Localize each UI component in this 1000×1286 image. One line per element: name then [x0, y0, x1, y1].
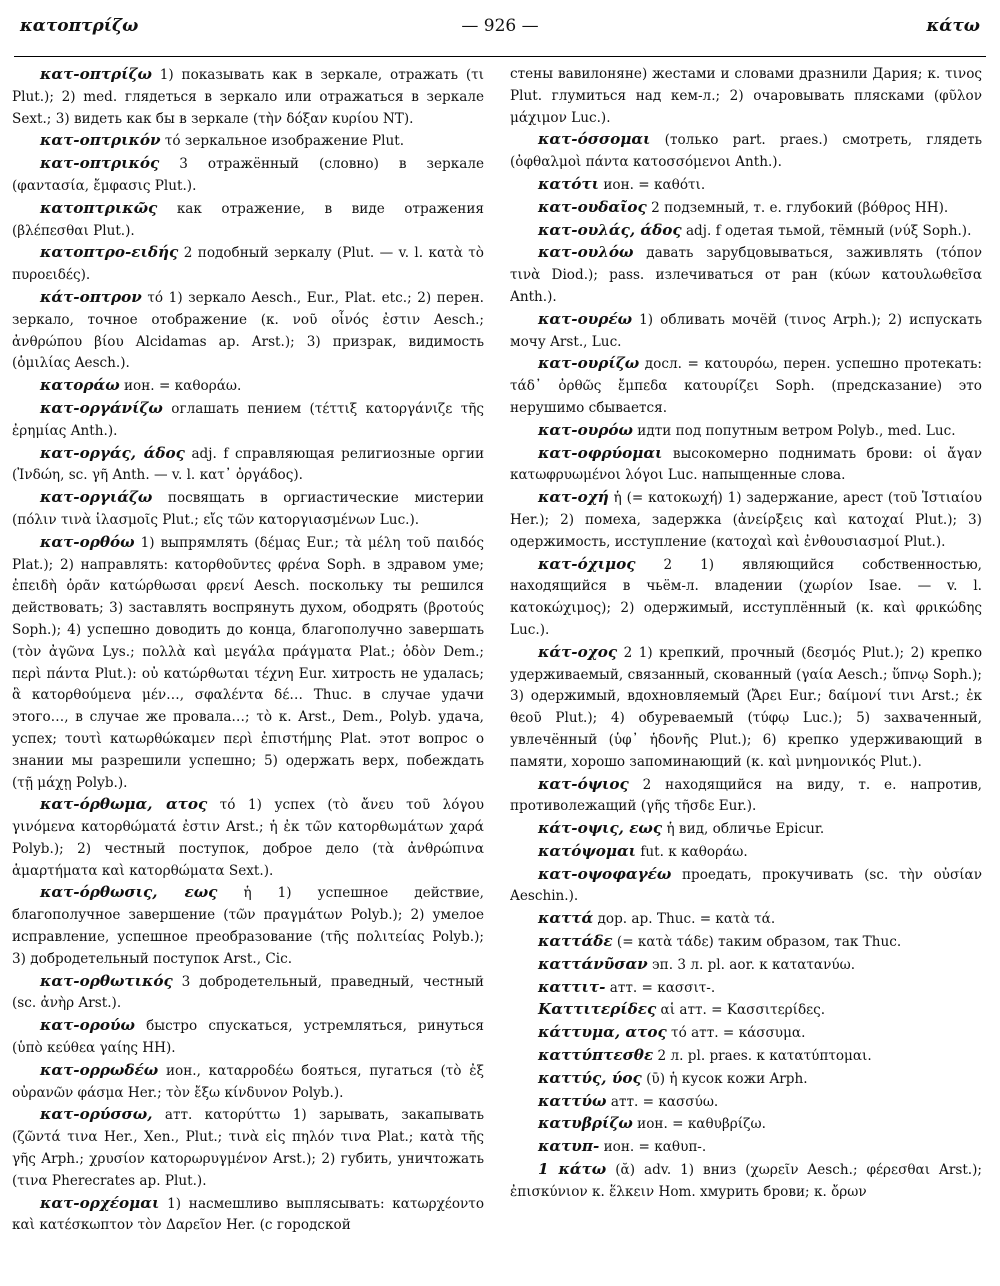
entry-definition: ион. = καθοράω.	[124, 378, 242, 395]
entry-headword: Καττιτερίδες	[538, 1000, 657, 1019]
entry-headword: καττύω	[538, 1091, 607, 1110]
entry-definition: ἡ (= κατοκωχή) 1) задержание, арест (τοῦ Ἱστιαίου Her.); 2) помеха, задержка (ἀνείρξεις καὶ κατοχαί Plut.); 3) одержимость, исступление (κατοχαὶ καὶ ἐνθουσιασμοί Plut.).	[510, 490, 982, 550]
entry-definition: как отражение, в виде отражения (βλέπεσθαι Plut.).	[12, 200, 484, 239]
entry-definition: 3 добродетельный, праведный, честный (sc. ἀνὴρ Arst.).	[12, 973, 484, 1012]
entry-definition: τό зеркальное изображение Plut.	[164, 133, 405, 150]
entry-headword: κατυπ-	[538, 1137, 600, 1156]
dictionary-entry	[510, 309, 982, 354]
entry-headword: καττάδε	[538, 932, 613, 951]
dictionary-entry	[510, 1091, 982, 1114]
dictionary-entry	[12, 1193, 484, 1238]
entry-headword: κατ-ουδαῖος	[538, 197, 647, 216]
entry-headword: κατ-ορθωτικός	[40, 971, 173, 990]
entry-headword: κατ-όρθωσις, εως	[40, 883, 218, 902]
dictionary-entry	[12, 198, 484, 243]
entry-headword: κάττυμα, ατος	[538, 1023, 667, 1042]
entry-definition: τό 1) успех (τὸ ἄνευ τοῦ λόγου γινόμενα κατορθώματά ἐστιν Arst.; ἡ ἐκ τῶν κατορθωμάτων χαρά Polyb.); 2) честный поступок, доброе дело (τὰ ἀνθρώπινα ἁμαρτήματα καὶ κατορθώματα Sext.).	[12, 797, 484, 879]
entry-headword: κατόψομαι	[538, 841, 636, 860]
entry-definition: атт. = κασσιτ-.	[609, 979, 716, 996]
entry-definition: (ᾰ) adv. 1) вниз (χωρεῖν Aesch.; φέρεσθαι Arst.); ἐπισκύνιον κ. ἕλκειν Hom. хмурить брови; κ. ὄρων	[510, 1162, 982, 1200]
entry-headword: κατοπτρο-ειδής	[40, 243, 179, 262]
entry-headword: κατ-οργάς, άδος	[40, 443, 185, 462]
dictionary-entry	[12, 443, 484, 488]
entry-headword: κατοράω	[40, 376, 120, 395]
right-column	[510, 64, 982, 1274]
entry-definition: 2 1) крепкий, прочный (δεσμός Plut.); 2) крепко удерживаемый, связанный, скованный (γαία Aesch.; ὕπνῳ Soph.); 3) одержимый, вдохновляемый (Ἄρει Eur.; δαίμονί τινι Arst.; ἐκ θεοῦ Plut.); 4) обуреваемый (τύφῳ Luc.); 5) захваченный, увлечённый (ὑφ᾽ ἡδονῆς Plut.); 6) крепко удерживающий в памяти, хорошо запоминающий (κ. καὶ μνημονικός Plut.).	[510, 644, 982, 770]
entry-definition: 2 л. pl. praes. к κατατύπτομαι.	[657, 1048, 872, 1065]
page-header	[14, 12, 986, 42]
dictionary-entry	[12, 287, 484, 375]
dictionary-entry	[510, 554, 982, 642]
entry-headword: κατότι	[538, 174, 599, 193]
dictionary-entry	[510, 443, 982, 488]
dictionary-entry	[12, 532, 484, 795]
dictionary-entry	[510, 1022, 982, 1045]
entry-headword: κατ-οργιάζω	[40, 488, 153, 507]
entry-definition: 1) показывать как в зеркале, отражать (τι Plut.); 2) med. глядеться в зеркало или отражаться в зеркале Sext.; 3) видеть как бы в зеркале (τὴν δόξαν κυρίου NT).	[12, 67, 484, 127]
entry-definition: дор. ap. Thuc. = κατὰ τά.	[597, 911, 776, 928]
dictionary-entry	[510, 129, 982, 174]
header-rule	[14, 56, 986, 57]
entry-definition: 1) насмешливо выплясывать: κατωρχέοντο καὶ κατέσκωπτον τὸν Δαρεῖον Her. (с городской	[12, 1195, 484, 1234]
entry-definition: 1) выпрямлять (δέμας Eur.; τὰ μέλη τοῦ παιδός Plat.); 2) направлять: κατορθοῦντες φρένα Soph. в здравом уме; ἐπειδὴ ὁρᾶν κατώρθωσαι φρενί Aesch. поскольку ты решился действовать; 3) заставлять воспрянуть духом, ободрять (βροτούς Soph.); 4) успешно доводить до конца, благополучно завершать (τὸν ἀγῶνα Lys.; πολλὰ καὶ μεγάλα πράγματα Plat.; ὁδὸν Dem.; περὶ πάντα Plut.): οὐ κατώρθωται τέχνη Eur. хитрость не удалась; ἃ κατορθούμενα μέν…, σφαλέντα δέ… Thuc. в случае удачи этого…, в случае же провала…; τὸ κ. Arst., Dem., Polyb. удача, успех; τουτὶ κατωρθώκαμεν περὶ ἐπιστήμης Plat. этот вопрос о знании мы разрешили успешно; 5) одержать верх, побеждать (τῇ μάχῃ Polyb.).	[12, 534, 484, 791]
dictionary-entry	[510, 1113, 982, 1136]
entry-definition: идти под попутным ветром Polyb., med. Luc.	[637, 422, 956, 439]
dictionary-entry	[12, 487, 484, 532]
entry-definition: (= κατὰ τάδε) таким образом, так Thuc.	[616, 934, 902, 951]
entry-definition: атт. = κασσύω.	[610, 1093, 719, 1110]
dictionary-entry	[510, 774, 982, 819]
entry-headword: κατ-ουρόω	[538, 420, 633, 439]
entry-definition: ἡ 1) успешное действие, благополучное завершение (τῶν πραγμάτων Polyb.); 2) умелое исправление, успешное преобразование (τῆς πολιτείας Polyb.); 3) добродетельный поступок Arst., Cic.	[12, 885, 484, 967]
entry-headword: κατ-ορούω	[40, 1016, 135, 1035]
entry-headword: κάτ-οπτρον	[40, 287, 142, 306]
entry-definition: 3 отражённый (словно) в зеркале (φαντασία, ἔμφασις Plut.).	[12, 156, 484, 194]
entry-headword: καττά	[538, 909, 594, 928]
dictionary-entry	[510, 197, 982, 220]
dictionary-entry	[12, 794, 484, 882]
entry-definition: давать зарубцовываться, заживлять (τόπον τινὰ Diod.); pass. излечиваться от ран (κύων κατουλωθεῖσα Anth.).	[510, 245, 982, 305]
entry-definition: ἡ вид, обличье Epicur.	[666, 821, 825, 838]
entry-headword: κατ-όρθωμα, ατος	[40, 795, 208, 814]
entry-headword: κατ-ορθόω	[40, 532, 135, 551]
header-first-word: κατοπτρίζω	[20, 16, 139, 36]
entry-definition: 2 находящийся на виду, т. е. напротив, противолежащий (γῆς τῆσδε Eur.).	[510, 776, 982, 815]
dictionary-entry	[510, 841, 982, 864]
dictionary-entry	[510, 1068, 982, 1091]
entry-definition: τό атт. = κάσσυμα.	[671, 1025, 806, 1042]
entry-definition: быстро спускаться, устремляться, ринуться (ὑπὸ κεύθεα γαίης HH).	[12, 1018, 484, 1057]
dictionary-entry	[12, 971, 484, 1016]
dictionary-entry	[12, 398, 484, 443]
entry-headword: κατ-οπτρικόν	[40, 131, 161, 150]
entry-definition: 2 подобный зеркалу (Plut. — v. l. κατὰ τὸ πυροειδές).	[12, 245, 484, 284]
dictionary-entry	[510, 1045, 982, 1068]
dictionary-entry	[510, 642, 982, 774]
dictionary-entry	[510, 1159, 982, 1204]
entry-headword: κατ-ορρωδέω	[40, 1060, 159, 1079]
entry-headword: καττύς, ύος	[538, 1068, 642, 1087]
dictionary-entry	[510, 174, 982, 197]
dictionary-entry	[12, 242, 484, 287]
entry-definition: 2 1) являющийся собственностью, находящийся в чьём-л. владении (χωρίον Isae. — v. l. κατοκώχιμος); 2) одержимый, исступлённый (κ. καὶ φρικώδης Luc.).	[510, 556, 982, 638]
entry-definition: ион., καταρροδέω бояться, пугаться (τὸ ἐξ οὐρανῶν φάσμα Her.; τὸν ἔξω κίνδυνον Polyb.).	[12, 1062, 484, 1101]
entry-headword: κατ-όσσομαι	[538, 130, 651, 149]
entry-definition: оглашать пением (τέττιξ κατοργάνιζε τῆς ἐρημίας Anth.).	[12, 400, 484, 439]
entry-definition: ион. = καθυπ-.	[603, 1139, 707, 1156]
entry-headword: κάτ-οχος	[538, 642, 618, 661]
dictionary-entry	[510, 220, 982, 243]
dictionary-entry	[510, 242, 982, 308]
entry-headword: κατ-οπτρικός	[40, 154, 160, 173]
entry-definition: adj. f одетая тьмой, тёмный (νύξ Soph.).	[685, 222, 972, 239]
entry-headword: κατ-ουρίζω	[538, 354, 640, 373]
header-last-word: κάτω	[926, 16, 980, 36]
dictionary-entry	[510, 977, 982, 1000]
dictionary-entry	[510, 353, 982, 419]
entry-headword: καττάνῦσαν	[538, 954, 648, 973]
dictionary-entry	[12, 882, 484, 970]
entry-headword: κατ-ουρέω	[538, 309, 633, 328]
entry-headword: κατ-ουλάς, άδος	[538, 220, 682, 239]
entry-definition: стены вавилоняне) жестами и словами дразнили Дария; κ. τινος Plut. глумиться над кем-л.; 2) очаровывать плясками (φῦλον μάχιμον Luc.).	[510, 66, 982, 126]
dictionary-entry	[510, 908, 982, 931]
entry-headword: κατ-όψιος	[538, 774, 629, 793]
dictionary-entry	[510, 420, 982, 443]
entry-headword: κατ-οπτρίζω	[40, 65, 152, 83]
entry-headword: κατ-οφρύομαι	[538, 443, 663, 462]
dictionary-entry	[510, 487, 982, 553]
dictionary-entry	[510, 931, 982, 954]
dictionary-entry	[510, 954, 982, 977]
entry-definition: эп. 3 л. pl. aor. к κατατανύω.	[652, 956, 856, 973]
entry-definition: проедать, прокучивать (sc. τὴν οὐσίαν Aeschin.).	[510, 866, 982, 905]
entry-definition: αἱ атт. = Κασσιτερίδες.	[660, 1002, 826, 1019]
entry-definition: высокомерно поднимать брови: οἱ ἄγαν κατωφρυωμένοι λόγοι Luc. напыщенные слова.	[510, 445, 982, 484]
entry-headword: κάτ-οψις, εως	[538, 819, 663, 838]
entry-headword: κατοπτρικῶς	[40, 198, 158, 217]
entry-headword: κατυβρίζω	[538, 1114, 633, 1133]
dictionary-entry	[12, 1060, 484, 1105]
dictionary-entry	[510, 64, 982, 129]
entry-definition: атт. κατορύττω 1) зарывать, закапывать (ζῶντά τινα Her., Xen., Plut.; τινὰ εἰς πηλόν τινα Plat.; κατὰ τῆς γῆς Arph.; χρυσίον κατορωρυγμένον Arst.); 2) губить, уничтожать (τινα Pherecrates ap. Plut.).	[12, 1107, 484, 1189]
entry-definition: досл. = κατουρόω, перен. успешно протекать: τάδ᾽ ὀρθῶς ἔμπεδα κατουρίζει Soph. (предсказание) это нерушимо сбывается.	[510, 356, 982, 416]
dictionary-entry	[12, 130, 484, 153]
entry-definition: (ῡ) ἡ кусок кожи Arph.	[646, 1070, 808, 1087]
entry-headword: κατ-οχή	[538, 488, 609, 507]
page-number: — 926 —	[461, 16, 539, 36]
dictionary-entry	[12, 1015, 484, 1060]
dictionary-entry	[12, 153, 484, 198]
entry-definition: 2 подземный, т. е. глубокий (βόθρος HH).	[651, 199, 949, 216]
entry-headword: κατ-ουλόω	[538, 243, 634, 262]
entry-headword: κατ-ορχέομαι	[40, 1193, 160, 1212]
entry-definition: adj. f справляющая религиозные оргии (Ἰνδώη, sc. γῆ Anth. — v. l. κατ᾽ ὀργάδος).	[12, 445, 484, 484]
dictionary-entry	[12, 1104, 484, 1192]
entry-headword: κατ-οψοφαγέω	[538, 864, 672, 883]
dictionary-entry	[510, 864, 982, 909]
dictionary-entry	[510, 1136, 982, 1159]
entry-headword: καττιτ-	[538, 977, 606, 996]
dictionary-entry	[510, 818, 982, 841]
entry-headword: καττύπτεσθε	[538, 1046, 654, 1065]
dictionary-entry	[510, 999, 982, 1022]
dictionary-entry	[12, 64, 484, 130]
entry-definition: ион. = καθυβρίζω.	[637, 1116, 766, 1133]
left-column	[12, 64, 484, 1274]
entry-headword: κατ-οργάνίζω	[40, 398, 163, 417]
entry-headword: κατ-ορύσσω,	[40, 1105, 153, 1124]
entry-headword: 1 κάτω	[538, 1160, 607, 1179]
entry-headword: κατ-όχιμος	[538, 554, 636, 573]
dictionary-entry	[12, 375, 484, 398]
entry-definition: 1) обливать мочёй (τινος Arph.); 2) испускать мочу Arst., Luc.	[510, 311, 982, 350]
entry-definition: fut. к καθοράω.	[640, 843, 748, 860]
entry-definition: посвящать в оргиастические мистерии (πόλιν τινὰ ἱλασμοῖς Plut.; εἴς τῶν κατοργιασμένων Luc.).	[12, 490, 484, 528]
entry-definition: (только part. praes.) смотреть, глядеть (ὀφθαλμοὶ πάντα κατοσσόμενοι Anth.).	[510, 132, 982, 171]
entry-definition: ион. = καθότι.	[603, 176, 706, 193]
entry-definition: τό 1) зеркало Aesch., Eur., Plat. etc.; 2) перен. зеркало, точное отображение (κ. νοῦ οἶνός ἐστιν Aesch.; ἀνθρώπου βίου Alcidamas ap. Arst.); 3) призрак, видимость (ὁμιλίας Aesch.).	[12, 289, 484, 372]
